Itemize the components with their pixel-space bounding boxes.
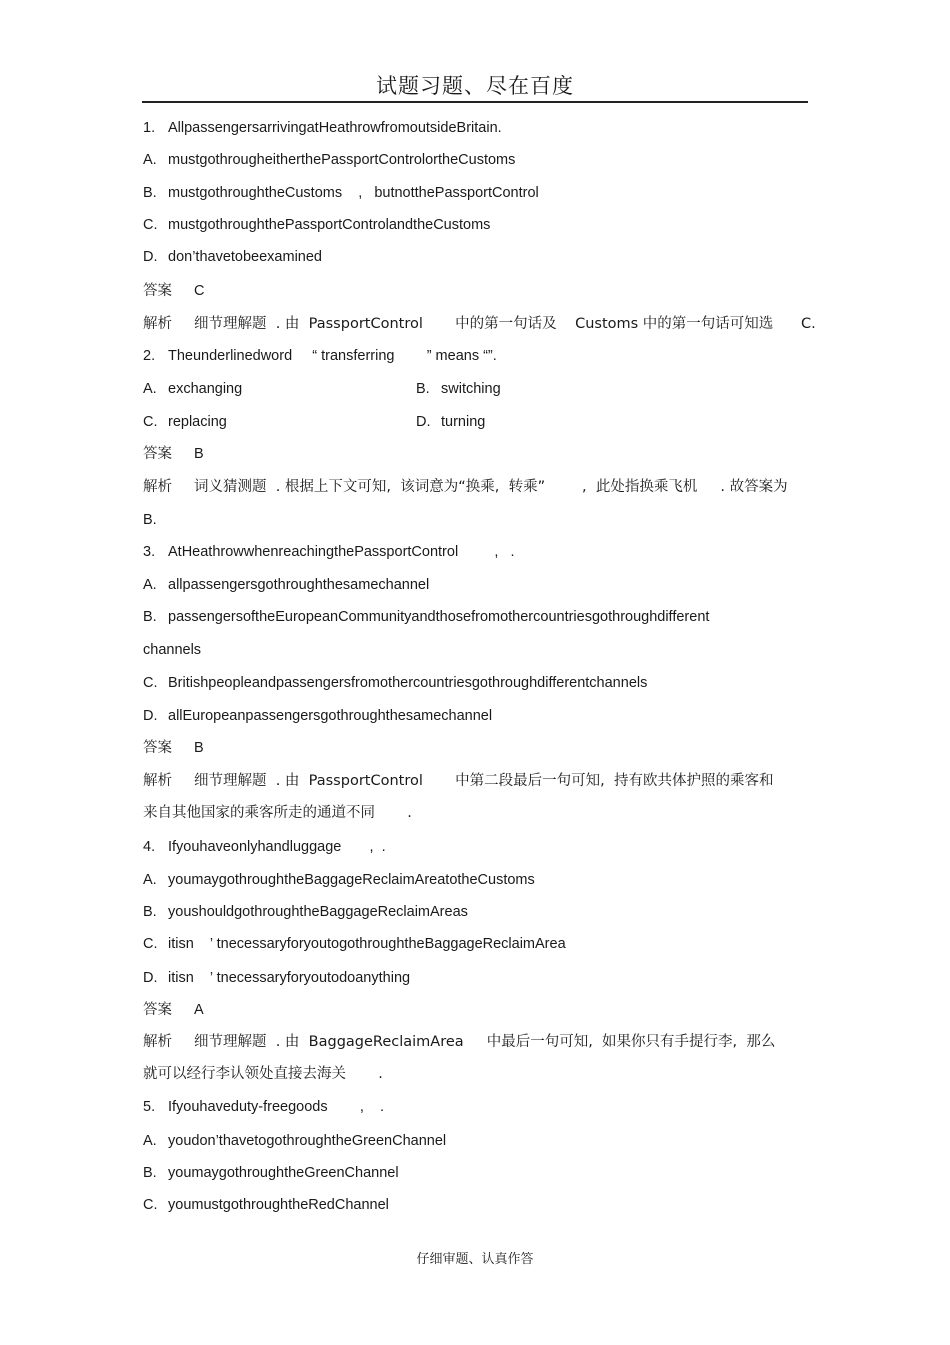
line-label: A. (143, 152, 157, 168)
line-text: C (194, 283, 205, 299)
line-label: C. (143, 1197, 158, 1213)
line-text: 就可以经行李认领处直接去海关 . (143, 1066, 383, 1082)
line-label: 3. (143, 544, 156, 560)
line-label: 答案 (143, 740, 172, 756)
page-footer: 仔细审题、认真作答 (416, 1252, 534, 1267)
line-label: 解析 (143, 316, 172, 332)
line-label: A. (143, 577, 157, 593)
line-text: switching (441, 381, 501, 397)
line-label: B. (143, 185, 157, 201)
line-label: 4. (143, 839, 156, 855)
line-text: AllpassengersarrivingatHeathrowfromoutsideBritain. (168, 120, 502, 136)
line-label: B. (416, 381, 430, 397)
line-label: 1. (143, 120, 156, 136)
line-text: 来自其他国家的乘客所走的通道不同 . (143, 805, 412, 821)
line-label: C. (143, 675, 158, 691)
line-text: B (194, 446, 204, 462)
line-text: youshouldgothroughtheBaggageReclaimAreas (168, 904, 468, 920)
line-text: itisn ’ tnecessaryforyoutodoanything (168, 970, 411, 986)
line-text: replacing (168, 414, 227, 430)
line-label: D. (143, 970, 158, 986)
line-text: 细节理解题 . 由 PassportControl 中第二段最后一句可知, 持有欧共体护照的乘客和 (194, 773, 774, 789)
line-label: 解析 (143, 773, 172, 789)
line-label: 答案 (143, 1002, 172, 1018)
line-label: 解析 (143, 479, 172, 495)
line-text: allEuropeanpassengersgothroughthesamechannel (168, 708, 493, 724)
line-text: Theunderlinedword “ transferring ” means “”. (168, 348, 497, 364)
line-label: D. (143, 708, 158, 724)
line-text: A (194, 1002, 204, 1018)
line-text: don’thavetobeexamined (168, 249, 322, 265)
line-text: mustgothrougheitherthePassportControlortheCustoms (168, 152, 516, 168)
line-label: C. (143, 936, 158, 952)
line-label: 答案 (143, 283, 172, 299)
line-label: 2. (143, 348, 156, 364)
line-label: B. (143, 609, 157, 625)
line-label: A. (143, 872, 157, 888)
line-label: C. (143, 217, 158, 233)
line-text: turning (441, 414, 486, 430)
line-label: C. (143, 414, 158, 430)
line-label: A. (143, 1133, 157, 1149)
line-text: B (194, 740, 204, 756)
line-text: youmustgothroughtheRedChannel (168, 1197, 389, 1213)
line-text: channels (143, 642, 202, 658)
line-text: mustgothroughtheCustoms , butnotthePassportControl (168, 185, 539, 201)
line-text: itisn ’ tnecessaryforyoutogothroughtheBaggageReclaimArea (168, 936, 566, 952)
line-label: B. (143, 904, 157, 920)
line-label: D. (416, 414, 431, 430)
line-text: 词义猜测题 . 根据上下文可知, 该词意为“换乘, 转乘” , 此处指换乘飞机 . 故答案为 (194, 479, 788, 495)
line-text: youmaygothroughtheBaggageReclaimAreatotheCustoms (168, 872, 535, 888)
line-text: 细节理解题 . 由 PassportControl 中的第一句话及 Customs 中的第一句话可知选 C. (194, 316, 816, 332)
line-text: youmaygothroughtheGreenChannel (168, 1165, 399, 1181)
line-text: Ifyouhaveonlyhandluggage , . (168, 839, 386, 855)
line-text: mustgothroughthePassportControlandtheCustoms (168, 217, 491, 233)
line-label: A. (143, 381, 157, 397)
line-text: 细节理解题 . 由 BaggageReclaimArea 中最后一句可知, 如果你只有手提行李, 那么 (194, 1034, 776, 1050)
line-label: 解析 (143, 1034, 172, 1050)
line-text: Ifyouhaveduty-freegoods , . (168, 1099, 385, 1115)
line-text: Britishpeopleandpassengersfromothercountriesgothroughdifferentchannels (168, 675, 648, 691)
line-text: passengersoftheEuropeanCommunityandthosefromothercountriesgothroughdifferent (168, 609, 710, 625)
line-text: exchanging (168, 381, 243, 397)
line-text: youdon’thavetogothroughtheGreenChannel (168, 1133, 447, 1149)
line-text: AtHeathrowwhenreachingthePassportControl , . (168, 544, 515, 560)
line-text: allpassengersgothroughthesamechannel (168, 577, 430, 593)
line-text: B. (143, 512, 157, 528)
line-label: 5. (143, 1099, 156, 1115)
header-divider (142, 101, 808, 103)
line-label: B. (143, 1165, 157, 1181)
line-label: D. (143, 249, 158, 265)
line-label: 答案 (143, 446, 172, 462)
page-header-title: 试题习题、尽在百度 (376, 74, 574, 98)
